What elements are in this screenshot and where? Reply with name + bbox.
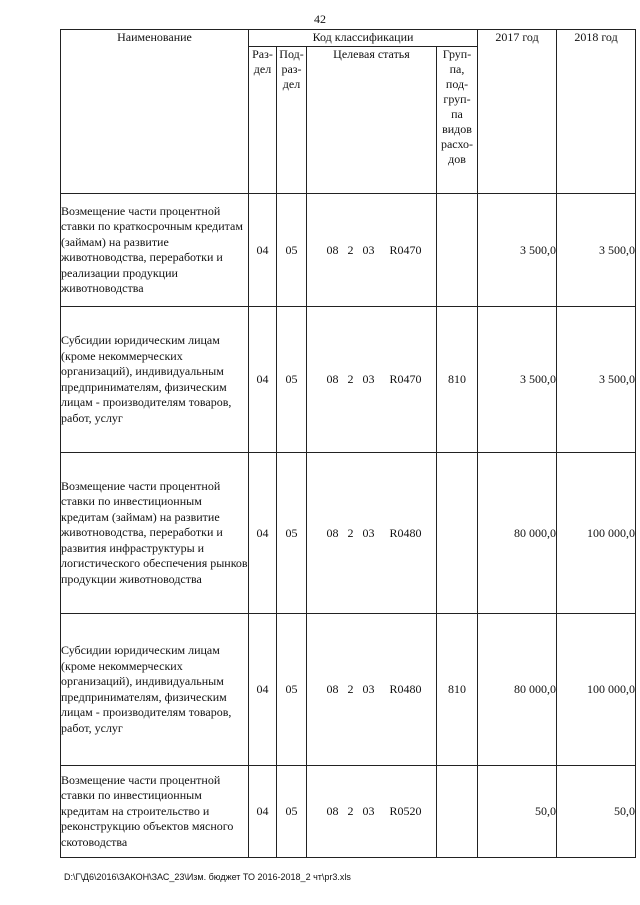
row-podrazdel: 05	[277, 307, 307, 453]
row-razdel: 04	[249, 307, 277, 453]
row-name: Субсидии юридическим лицам (кроме некоммерческих организаций), индивидуальным предпринимателям, физическим лицам - производителям товаров, работ, услуг	[61, 614, 249, 766]
table-row	[61, 307, 636, 453]
table-row	[61, 453, 636, 614]
table-row	[61, 194, 636, 307]
row-value-2017: 80 000,0	[478, 614, 557, 766]
row-gruppa	[437, 194, 478, 307]
row-name: Субсидии юридическим лицам (кроме некоммерческих организаций), индивидуальным предпринимателям, физическим лицам - производителям товаров, работ, услуг	[61, 307, 249, 453]
row-gruppa	[437, 453, 478, 614]
row-value-2018: 50,0	[557, 766, 636, 858]
cs-part: R0480	[389, 682, 422, 696]
row-podrazdel: 05	[277, 614, 307, 766]
table-row	[61, 766, 636, 858]
cs-part: 2	[347, 525, 354, 540]
header-razdel: Раз- дел	[249, 47, 277, 194]
cs-part: 03	[362, 372, 375, 386]
cs-part: 03	[362, 525, 375, 540]
header-celevaya-statya: Целевая статья	[307, 47, 437, 194]
row-name: Возмещение части процентной ставки по краткосрочным кредитам (займам) на развитие животноводства, переработки и реализации продукции животноводства	[61, 194, 249, 307]
cs-part: 2	[347, 682, 354, 696]
row-podrazdel: 05	[277, 453, 307, 614]
cs-part: R0470	[389, 242, 422, 257]
header-gruppa: Груп- па, под- груп- па видов расхо- дов	[437, 47, 478, 194]
row-razdel: 04	[249, 766, 277, 858]
cs-part: 08	[326, 804, 339, 818]
row-celevaya-statya	[307, 194, 437, 307]
row-value-2017: 3 500,0	[478, 307, 557, 453]
table-row	[61, 614, 636, 766]
row-value-2018: 3 500,0	[557, 194, 636, 307]
cs-part: 03	[362, 804, 375, 818]
header-year-2018: 2018 год	[557, 30, 636, 194]
cs-part: 08	[326, 242, 339, 257]
row-podrazdel: 05	[277, 194, 307, 307]
row-razdel: 04	[249, 453, 277, 614]
row-podrazdel: 05	[277, 766, 307, 858]
row-celevaya-statya	[307, 766, 437, 858]
row-name: Возмещение части процентной ставки по инвестиционным кредитам на строительство и реконструкцию объектов мясного скотоводства	[61, 766, 249, 858]
cs-part: 08	[326, 682, 339, 696]
row-value-2017: 50,0	[478, 766, 557, 858]
row-gruppa: 810	[437, 307, 478, 453]
budget-table	[60, 29, 636, 858]
cs-part: R0480	[389, 525, 422, 540]
file-path-footer: D:\Г\Д6\2016\ЗАКОН\ЗАС_23\Изм. бюджет ТО 2016-2018_2 чт\pr3.xls	[64, 872, 351, 882]
cs-part: 03	[362, 682, 375, 696]
row-celevaya-statya	[307, 614, 437, 766]
row-gruppa: 810	[437, 614, 478, 766]
row-value-2018: 3 500,0	[557, 307, 636, 453]
header-code-group: Код классификации	[249, 30, 478, 47]
row-value-2018: 100 000,0	[557, 614, 636, 766]
cs-part: 2	[347, 372, 354, 386]
row-gruppa	[437, 766, 478, 858]
cs-part: R0520	[389, 804, 422, 818]
row-value-2017: 80 000,0	[478, 453, 557, 614]
header-year-2017: 2017 год	[478, 30, 557, 194]
row-celevaya-statya	[307, 453, 437, 614]
cs-part: R0470	[389, 372, 422, 386]
row-razdel: 04	[249, 194, 277, 307]
cs-part: 2	[347, 242, 354, 257]
header-podrazdel: Под- раз- дел	[277, 47, 307, 194]
row-celevaya-statya	[307, 307, 437, 453]
row-razdel: 04	[249, 614, 277, 766]
cs-part: 2	[347, 804, 354, 818]
cs-part: 03	[362, 242, 375, 257]
row-value-2017: 3 500,0	[478, 194, 557, 307]
header-name: Наименование	[61, 30, 249, 194]
row-value-2018: 100 000,0	[557, 453, 636, 614]
page-number: 42	[314, 12, 326, 26]
cs-part: 08	[326, 525, 339, 540]
row-name: Возмещение части процентной ставки по инвестиционным кредитам (займам) на развитие животноводства, переработки и развития инфраструктуры и логистического обеспечения рынков продукции животноводства	[61, 453, 249, 614]
cs-part: 08	[326, 372, 339, 386]
